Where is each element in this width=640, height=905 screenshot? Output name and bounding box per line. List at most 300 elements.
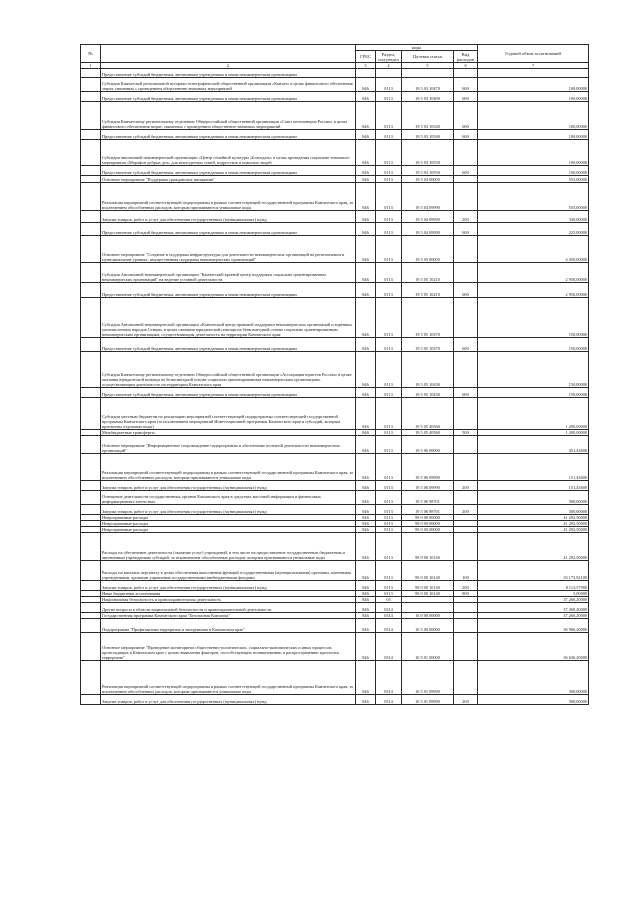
index-cell: 2 bbox=[101, 63, 356, 69]
index-cell: 6 bbox=[454, 63, 478, 69]
row-razdel-cell: 0113 bbox=[376, 140, 402, 166]
row-grbs-cell: 846 bbox=[356, 561, 376, 581]
row-grbs-cell: 846 bbox=[356, 263, 376, 283]
row-vr-cell bbox=[454, 436, 478, 454]
index-cell: 3 bbox=[356, 63, 376, 69]
row-amount-cell: 100,00000 bbox=[478, 92, 589, 102]
row-csr-cell: 99 0 00 00000 bbox=[402, 515, 454, 521]
row-razdel-cell: 0113 bbox=[376, 352, 402, 388]
row-csr-cell: 99 0 00 00000 bbox=[402, 521, 454, 527]
row-csr-cell: 16 0 00 00000 bbox=[402, 613, 454, 619]
row-csr-cell: 19 5 03 10550 bbox=[402, 166, 454, 176]
row-name-cell: Национальная безопасность и правоохранительная деятельность bbox=[101, 597, 356, 603]
row-grbs-cell: 846 bbox=[356, 491, 376, 505]
row-grbs-cell: 846 bbox=[356, 398, 376, 430]
row-grbs-cell: 846 bbox=[356, 183, 376, 211]
index-cell: 4 bbox=[376, 63, 402, 69]
row-name-cell: Субсидии местным бюджетам на реализацию мероприятий соответствующей подпрограммы соответствующей государственной программы Камчатского края (за исключением мероприятий Инвестиционной программы Камчатского края и субсидий, которым присвоены отдельные коды) bbox=[101, 398, 356, 430]
row-csr-cell: 19 5 03 10540 bbox=[402, 102, 454, 130]
row-grbs-cell: 846 bbox=[356, 505, 376, 515]
row-vr-cell: 200 bbox=[454, 481, 478, 491]
row-amount-cell: 2 950,00000 bbox=[478, 263, 589, 283]
row-number-cell bbox=[81, 69, 101, 78]
row-grbs-cell: 846 bbox=[356, 633, 376, 661]
row-csr-cell: 16 5 01 00000 bbox=[402, 633, 454, 661]
row-razdel-cell: 0113 bbox=[376, 505, 402, 515]
index-cell: 7 bbox=[478, 63, 589, 69]
row-vr-cell bbox=[454, 454, 478, 481]
index-cell: 5 bbox=[402, 63, 454, 69]
table-row bbox=[81, 263, 589, 283]
row-razdel-cell: 0113 bbox=[376, 481, 402, 491]
row-grbs-cell: 846 bbox=[356, 298, 376, 338]
row-number-cell bbox=[81, 166, 101, 176]
row-razdel-cell: 0113 bbox=[376, 183, 402, 211]
table-row bbox=[81, 695, 589, 705]
table-row bbox=[81, 183, 589, 211]
row-number-cell bbox=[81, 633, 101, 661]
row-name-cell: Субсидия автономной некоммерческой организации «Центр семейной культуры «Благодать» в целях проведения социально-значимого мероприятия «Марафон добрых дел» для многодетных семей, подростков и пожилых людей bbox=[101, 140, 356, 166]
row-number-cell bbox=[81, 298, 101, 338]
row-amount-cell: 555,00000 bbox=[478, 183, 589, 211]
row-number-cell bbox=[81, 533, 101, 561]
row-razdel-cell: 03 bbox=[376, 597, 402, 603]
row-amount-cell: 1 200,00000 bbox=[478, 430, 589, 436]
row-name-cell: Предоставление субсидий бюджетным, автономным учреждениям и иным некоммерческим организациям bbox=[101, 338, 356, 352]
row-number-cell bbox=[81, 211, 101, 223]
row-razdel-cell: 0113 bbox=[376, 263, 402, 283]
row-amount-cell: 41 292,50000 bbox=[478, 533, 589, 561]
row-number-cell bbox=[81, 352, 101, 388]
row-grbs-cell: 846 bbox=[356, 223, 376, 236]
row-name-cell: Субсидия Камчатскому региональному отделению Общероссийской общественной организации «Ассоциация юристов России» в целях оказания юридической помощи на безвозмездной основе социально ориентированным некоммерческим организациям, осуществляющим деятельность на территории Камчатского края bbox=[101, 352, 356, 388]
row-razdel-cell: 0314 bbox=[376, 633, 402, 661]
row-csr-cell: 19 5 06 00000 bbox=[402, 436, 454, 454]
row-name-cell: Предоставление субсидий бюджетным, автономным учреждениям и иным некоммерческим организациям bbox=[101, 130, 356, 140]
row-name-cell: Закупка товаров, работ и услуг для обеспечения государственных (муниципальных) нужд bbox=[101, 505, 356, 515]
row-name-cell: Реализация мероприятий соответствующей подпрограммы в рамках соответствующей государственной программы Камчатского края, за исключением обособленных расходов, которым присваиваются уникальные коды bbox=[101, 454, 356, 481]
row-csr-cell: 19 5 04 09990 bbox=[402, 183, 454, 211]
row-amount-cell: 41 292,50000 bbox=[478, 521, 589, 527]
row-name-cell: Предоставление субсидий бюджетным, автономным учреждениям и иным некоммерческим организациям bbox=[101, 283, 356, 298]
row-vr-cell: 200 bbox=[454, 581, 478, 591]
row-amount-cell: 151,43600 bbox=[478, 454, 589, 481]
row-razdel-cell: 0314 bbox=[376, 695, 402, 705]
row-name-cell: Закупка товаров, работ и услуг для обеспечения государственных (муниципальных) нужд bbox=[101, 695, 356, 705]
row-amount-cell: 36 636,20000 bbox=[478, 633, 589, 661]
row-grbs-cell: 846 bbox=[356, 140, 376, 166]
table-row bbox=[81, 140, 589, 166]
row-number-cell bbox=[81, 263, 101, 283]
row-amount-cell: 151,43600 bbox=[478, 481, 589, 491]
row-number-cell bbox=[81, 78, 101, 92]
row-name-cell: Закупка товаров, работ и услуг для обеспечения государственных (муниципальных) нужд bbox=[101, 211, 356, 223]
table-row bbox=[81, 69, 589, 78]
table-row bbox=[81, 166, 589, 176]
row-razdel-cell: 0314 bbox=[376, 603, 402, 613]
table-row bbox=[81, 176, 589, 183]
row-razdel-cell: 0113 bbox=[376, 430, 402, 436]
row-vr-cell: 600 bbox=[454, 102, 478, 130]
row-csr-cell: 19 5 04 00000 bbox=[402, 176, 454, 183]
row-amount-cell: 150,00000 bbox=[478, 338, 589, 352]
row-name-cell: Предоставление субсидий бюджетным, автономным учреждениям и иным некоммерческим организациям bbox=[101, 388, 356, 398]
row-amount-cell: 300,00000 bbox=[478, 491, 589, 505]
row-amount-cell: 451,43600 bbox=[478, 436, 589, 454]
table-row bbox=[81, 436, 589, 454]
row-razdel-cell bbox=[376, 69, 402, 78]
row-csr-cell: 19 5 05 00000 bbox=[402, 236, 454, 263]
row-razdel-cell: 0113 bbox=[376, 78, 402, 92]
row-name-cell: Закупка товаров, работ и услуг для обеспечения государственных (муниципальных) нужд bbox=[101, 581, 356, 591]
row-vr-cell: 200 bbox=[454, 695, 478, 705]
row-vr-cell bbox=[454, 603, 478, 613]
header-razdel: Раздел, под-раздел bbox=[376, 51, 402, 63]
row-name-cell: Другие вопросы в области национальной безопасности и правоохранительной деятельности bbox=[101, 603, 356, 613]
row-amount-cell: 300,00000 bbox=[478, 695, 589, 705]
row-razdel-cell: 0113 bbox=[376, 454, 402, 481]
row-name-cell: Предоставление субсидий бюджетным, автономным учреждениям и иным некоммерческим организациям bbox=[101, 69, 356, 78]
table-row bbox=[81, 454, 589, 481]
table-row bbox=[81, 211, 589, 223]
row-vr-cell: 600 bbox=[454, 92, 478, 102]
row-grbs-cell: 846 bbox=[356, 481, 376, 491]
row-razdel-cell: 0113 bbox=[376, 527, 402, 533]
row-csr-cell: 19 5 05 10430 bbox=[402, 352, 454, 388]
row-name-cell: Субсидия Камчатской региональной историко-этнографической общественной организации «Кончат» в целях финансового обеспечения затрат, связанных с проведением общественно-значимых мероприятий bbox=[101, 78, 356, 92]
row-amount-cell: 4 450,00000 bbox=[478, 236, 589, 263]
row-name-cell: Реализация мероприятий соответствующей подпрограммы в рамках соответствующей государственной программы Камчатского края, за исключением обособленных расходов, которым присваиваются уникальные коды bbox=[101, 183, 356, 211]
row-grbs-cell: 846 bbox=[356, 515, 376, 521]
row-razdel-cell: 0113 bbox=[376, 398, 402, 430]
table-row bbox=[81, 338, 589, 352]
row-grbs-cell: 846 bbox=[356, 591, 376, 597]
row-grbs-cell: 846 bbox=[356, 597, 376, 603]
header-name bbox=[101, 45, 356, 63]
row-amount-cell: 225,00000 bbox=[478, 223, 589, 236]
row-number-cell bbox=[81, 619, 101, 633]
row-razdel-cell: 0113 bbox=[376, 236, 402, 263]
header-csr: Целевая статья bbox=[402, 51, 454, 63]
row-number-cell bbox=[81, 236, 101, 263]
row-name-cell: Непрограммные расходы bbox=[101, 515, 356, 521]
row-number-cell bbox=[81, 92, 101, 102]
row-grbs-cell: 846 bbox=[356, 603, 376, 613]
row-csr-cell: 19 5 04 09990 bbox=[402, 223, 454, 236]
row-name-cell: Предоставление субсидий бюджетным, автономным учреждениям и иным некоммерческим организациям bbox=[101, 223, 356, 236]
row-razdel-cell: 0314 bbox=[376, 613, 402, 619]
row-csr-cell: 99 0 00 10140 bbox=[402, 533, 454, 561]
row-name-cell: Государственная программа Камчатского края "Безопасная Камчатка" bbox=[101, 613, 356, 619]
row-vr-cell: 600 bbox=[454, 166, 478, 176]
row-grbs-cell: 846 bbox=[356, 102, 376, 130]
row-csr-cell: 19 5 06 09990 bbox=[402, 454, 454, 481]
budget-table-sheet bbox=[80, 44, 588, 705]
row-csr-cell: 19 5 06 09990 bbox=[402, 481, 454, 491]
row-razdel-cell: 0113 bbox=[376, 533, 402, 561]
table-row bbox=[81, 619, 589, 633]
index-cell: 1 bbox=[81, 63, 101, 69]
row-number-cell bbox=[81, 283, 101, 298]
row-number-cell bbox=[81, 183, 101, 211]
row-number-cell bbox=[81, 581, 101, 591]
row-grbs-cell: 846 bbox=[356, 166, 376, 176]
row-csr-cell: 19 5 05 10430 bbox=[402, 388, 454, 398]
table-row bbox=[81, 603, 589, 613]
row-name-cell: Предоставление субсидий бюджетным, автономным учреждениям и иным некоммерческим организациям bbox=[101, 166, 356, 176]
row-amount-cell: 41 292,50000 bbox=[478, 515, 589, 521]
row-razdel-cell: 0113 bbox=[376, 130, 402, 140]
row-amount-cell: 37 260,20000 bbox=[478, 613, 589, 619]
row-csr-cell: 19 5 06 98701 bbox=[402, 491, 454, 505]
row-razdel-cell: 0113 bbox=[376, 92, 402, 102]
row-grbs-cell: 846 bbox=[356, 581, 376, 591]
row-number-cell bbox=[81, 661, 101, 695]
row-name-cell: Расходы на выплаты персоналу в целях обеспечения выполнения функций государственными (муниципальными) органами, казенными учреждениями, органами управления государственными внебюджетными фондами bbox=[101, 561, 356, 581]
row-number-cell bbox=[81, 491, 101, 505]
row-name-cell: Закупка товаров, работ и услуг для обеспечения государственных (муниципальных) нужд bbox=[101, 481, 356, 491]
row-csr-cell: 19 5 05 10370 bbox=[402, 298, 454, 338]
row-csr-cell: 19 5 03 10470 bbox=[402, 78, 454, 92]
row-name-cell: Субсидия Автономной некоммерческой организации «Камчатский центр правовой поддержки некоммерческих организаций и коренных малочисленных народов Севера» в целях оказания юридической помощи на безвозмездной основе социально ориентированным некоммерческим организациям, осуществляющим деятельность на территории Камчатского края bbox=[101, 298, 356, 338]
row-number-cell bbox=[81, 338, 101, 352]
row-razdel-cell: 0113 bbox=[376, 491, 402, 505]
row-csr-cell bbox=[402, 603, 454, 613]
table-row bbox=[81, 581, 589, 591]
row-amount-cell: 150,00000 bbox=[478, 298, 589, 338]
row-name-cell: Освещение деятельности государственных органов Камчатского края в средствах массовой информации и финансовых информационных агентствах bbox=[101, 491, 356, 505]
row-razdel-cell: 0113 bbox=[376, 388, 402, 398]
row-name-cell: Предоставление субсидий бюджетным, автономным учреждениям и иным некоммерческим организациям bbox=[101, 92, 356, 102]
row-razdel-cell: 0113 bbox=[376, 176, 402, 183]
table-row bbox=[81, 481, 589, 491]
table-row bbox=[81, 352, 589, 388]
row-csr-cell: 16 5 01 09990 bbox=[402, 661, 454, 695]
row-vr-cell: 800 bbox=[454, 591, 478, 597]
table-row bbox=[81, 298, 589, 338]
row-amount-cell: 555,00000 bbox=[478, 176, 589, 183]
table-row bbox=[81, 130, 589, 140]
row-name-cell: Субсидия Автономной некоммерческой организации "Камчатский краевой центр поддержки социально ориентированных некоммерческих организаций" на ведение уставной деятельности bbox=[101, 263, 356, 283]
table-row bbox=[81, 533, 589, 561]
table-row bbox=[81, 491, 589, 505]
row-amount-cell: 100,00000 bbox=[478, 102, 589, 130]
row-vr-cell bbox=[454, 633, 478, 661]
row-csr-cell bbox=[402, 69, 454, 78]
header-grbs: ГРБС bbox=[356, 51, 376, 63]
table-row bbox=[81, 92, 589, 102]
row-grbs-cell: 846 bbox=[356, 211, 376, 223]
row-vr-cell: 200 bbox=[454, 211, 478, 223]
row-razdel-cell: 0113 bbox=[376, 283, 402, 298]
row-vr-cell: 600 bbox=[454, 223, 478, 236]
row-grbs-cell: 846 bbox=[356, 521, 376, 527]
row-vr-cell: 600 bbox=[454, 338, 478, 352]
row-csr-cell: 99 0 00 10140 bbox=[402, 591, 454, 597]
row-number-cell bbox=[81, 398, 101, 430]
row-amount-cell: 1 200,00000 bbox=[478, 398, 589, 430]
row-razdel-cell: 0314 bbox=[376, 661, 402, 695]
row-name-cell: Иные бюджетные ассигнования bbox=[101, 591, 356, 597]
row-grbs-cell: 846 bbox=[356, 283, 376, 298]
header-number: № bbox=[81, 45, 101, 63]
row-name-cell: Межбюджетные трансферты bbox=[101, 430, 356, 436]
row-vr-cell: 600 bbox=[454, 78, 478, 92]
row-grbs-cell: 846 bbox=[356, 619, 376, 633]
table-row bbox=[81, 236, 589, 263]
row-grbs-cell: 846 bbox=[356, 388, 376, 398]
row-vr-cell bbox=[454, 140, 478, 166]
row-name-cell: Расходы на обеспечение деятельности (оказание услуг) учреждений, в том числе на предоставление государственным бюджетным и автономным учреждениям субсидий, за исключением обособленных расходов, которым присваиваются уникальные коды bbox=[101, 533, 356, 561]
table-row bbox=[81, 661, 589, 695]
row-csr-cell: 19 5 05 10210 bbox=[402, 283, 454, 298]
row-amount-cell: 300,00000 bbox=[478, 661, 589, 695]
header-codes: коды bbox=[356, 45, 478, 51]
row-number-cell bbox=[81, 603, 101, 613]
row-number-cell bbox=[81, 695, 101, 705]
row-name-cell: Подпрограмма "Профилактика терроризма и экстремизма в Камчатском крае" bbox=[101, 619, 356, 633]
row-number-cell bbox=[81, 130, 101, 140]
row-vr-cell bbox=[454, 176, 478, 183]
row-vr-cell bbox=[454, 533, 478, 561]
table-row bbox=[81, 388, 589, 398]
budget-rows bbox=[81, 69, 589, 705]
row-amount-cell: 330,00000 bbox=[478, 211, 589, 223]
header-amount: Годовой объем ассигнований bbox=[478, 45, 589, 63]
row-number-cell bbox=[81, 223, 101, 236]
row-name-cell: Основное мероприятие "Проведение мониторинга общественно-политических, социально-экономических и иных процессов, происходящих в Камчатском крае с целью выявления факторов, способствующих возникновению и распространению идеологии терроризма" bbox=[101, 633, 356, 661]
row-vr-cell: 100 bbox=[454, 561, 478, 581]
row-vr-cell bbox=[454, 661, 478, 695]
row-csr-cell: 99 0 00 10140 bbox=[402, 581, 454, 591]
row-grbs-cell: 846 bbox=[356, 176, 376, 183]
row-grbs-cell: 846 bbox=[356, 533, 376, 561]
row-name-cell: Субсидия Камчатскому региональному отделению Общероссийской общественной организации «Союз пенсионеров России» в целях финансового обеспечения затрат, связанных с проведением общественно-значимых мероприятий bbox=[101, 102, 356, 130]
table-row bbox=[81, 283, 589, 298]
row-grbs-cell: 846 bbox=[356, 352, 376, 388]
row-grbs-cell: 846 bbox=[356, 130, 376, 140]
row-vr-cell bbox=[454, 619, 478, 633]
row-grbs-cell: 846 bbox=[356, 430, 376, 436]
row-csr-cell: 19 5 05 40560 bbox=[402, 430, 454, 436]
row-amount-cell: 37 260,20000 bbox=[478, 603, 589, 613]
row-csr-cell: 99 0 00 00000 bbox=[402, 527, 454, 533]
table-row bbox=[81, 505, 589, 515]
row-csr-cell: 19 5 03 10540 bbox=[402, 130, 454, 140]
row-vr-cell bbox=[454, 183, 478, 211]
row-razdel-cell: 0113 bbox=[376, 298, 402, 338]
budget-table bbox=[80, 44, 589, 705]
row-number-cell bbox=[81, 505, 101, 515]
row-grbs-cell: 846 bbox=[356, 661, 376, 695]
row-amount-cell: 150,00000 bbox=[478, 352, 589, 388]
row-csr-cell: 19 5 05 10370 bbox=[402, 338, 454, 352]
table-row bbox=[81, 102, 589, 130]
row-grbs-cell: 846 bbox=[356, 695, 376, 705]
row-grbs-cell: 846 bbox=[356, 436, 376, 454]
row-grbs-cell: 846 bbox=[356, 527, 376, 533]
row-vr-cell: 500 bbox=[454, 430, 478, 436]
row-razdel-cell: 0113 bbox=[376, 521, 402, 527]
row-number-cell bbox=[81, 481, 101, 491]
row-vr-cell: 600 bbox=[454, 388, 478, 398]
row-razdel-cell: 0113 bbox=[376, 515, 402, 521]
row-amount-cell bbox=[478, 69, 589, 78]
row-csr-cell: 19 5 05 40560 bbox=[402, 398, 454, 430]
row-number-cell bbox=[81, 388, 101, 398]
row-grbs-cell: 846 bbox=[356, 338, 376, 352]
row-amount-cell: 37 260,20000 bbox=[478, 597, 589, 603]
row-vr-cell bbox=[454, 352, 478, 388]
row-vr-cell bbox=[454, 69, 478, 78]
row-amount-cell: 36 960,20000 bbox=[478, 619, 589, 633]
row-amount-cell: 33 173,92100 bbox=[478, 561, 589, 581]
row-grbs-cell bbox=[356, 69, 376, 78]
row-grbs-cell: 846 bbox=[356, 454, 376, 481]
row-razdel-cell: 0314 bbox=[376, 619, 402, 633]
row-razdel-cell: 0113 bbox=[376, 166, 402, 176]
row-number-cell bbox=[81, 176, 101, 183]
row-vr-cell bbox=[454, 398, 478, 430]
row-number-cell bbox=[81, 561, 101, 581]
row-name-cell: Основное мероприятие "Создание и поддержка инфраструктуры для деятельности некоммерческих организаций на региональном и муниципальном уровнях, имущественная поддержка некоммерческих организаций" bbox=[101, 236, 356, 263]
row-csr-cell: 16 5 01 09990 bbox=[402, 695, 454, 705]
row-number-cell bbox=[81, 454, 101, 481]
row-amount-cell: 100,00000 bbox=[478, 130, 589, 140]
row-razdel-cell: 0113 bbox=[376, 436, 402, 454]
row-name-cell: Непрограммные расходы bbox=[101, 527, 356, 533]
row-csr-cell: 19 5 04 09990 bbox=[402, 211, 454, 223]
row-csr-cell: 99 0 00 10140 bbox=[402, 561, 454, 581]
row-csr-cell: 19 5 05 10210 bbox=[402, 263, 454, 283]
row-amount-cell: 41 292,50000 bbox=[478, 527, 589, 533]
row-razdel-cell: 0113 bbox=[376, 223, 402, 236]
row-name-cell: Непрограммные расходы bbox=[101, 521, 356, 527]
row-amount-cell: 300,00000 bbox=[478, 505, 589, 515]
row-razdel-cell: 0113 bbox=[376, 102, 402, 130]
row-razdel-cell: 0113 bbox=[376, 211, 402, 223]
row-amount-cell: 150,00000 bbox=[478, 388, 589, 398]
row-name-cell: Реализация мероприятий соответствующей подпрограммы в рамках соответствующей государственной программы Камчатского края, за исключением обособленных расходов, которым присваиваются уникальные коды bbox=[101, 661, 356, 695]
row-amount-cell: 100,00000 bbox=[478, 78, 589, 92]
row-amount-cell: 8 113,57900 bbox=[478, 581, 589, 591]
row-csr-cell: 19 5 06 98701 bbox=[402, 505, 454, 515]
row-vr-cell bbox=[454, 263, 478, 283]
table-row bbox=[81, 78, 589, 92]
row-grbs-cell: 846 bbox=[356, 78, 376, 92]
row-vr-cell: 200 bbox=[454, 505, 478, 515]
row-grbs-cell: 846 bbox=[356, 92, 376, 102]
row-amount-cell: 5,00000 bbox=[478, 591, 589, 597]
row-vr-cell bbox=[454, 491, 478, 505]
row-vr-cell bbox=[454, 236, 478, 263]
row-vr-cell bbox=[454, 298, 478, 338]
row-razdel-cell: 0113 bbox=[376, 561, 402, 581]
row-number-cell bbox=[81, 436, 101, 454]
table-row bbox=[81, 633, 589, 661]
row-name-cell: Основное мероприятие "Поддержка гражданских инициатив" bbox=[101, 176, 356, 183]
row-vr-cell: 600 bbox=[454, 130, 478, 140]
row-csr-cell: 19 5 03 10550 bbox=[402, 140, 454, 166]
row-number-cell bbox=[81, 140, 101, 166]
header-vr: Вид расходов bbox=[454, 51, 478, 63]
row-amount-cell: 100,00000 bbox=[478, 140, 589, 166]
row-razdel-cell: 0113 bbox=[376, 581, 402, 591]
row-number-cell bbox=[81, 102, 101, 130]
table-row bbox=[81, 398, 589, 430]
row-razdel-cell: 0113 bbox=[376, 338, 402, 352]
row-csr-cell: 19 5 03 10490 bbox=[402, 92, 454, 102]
